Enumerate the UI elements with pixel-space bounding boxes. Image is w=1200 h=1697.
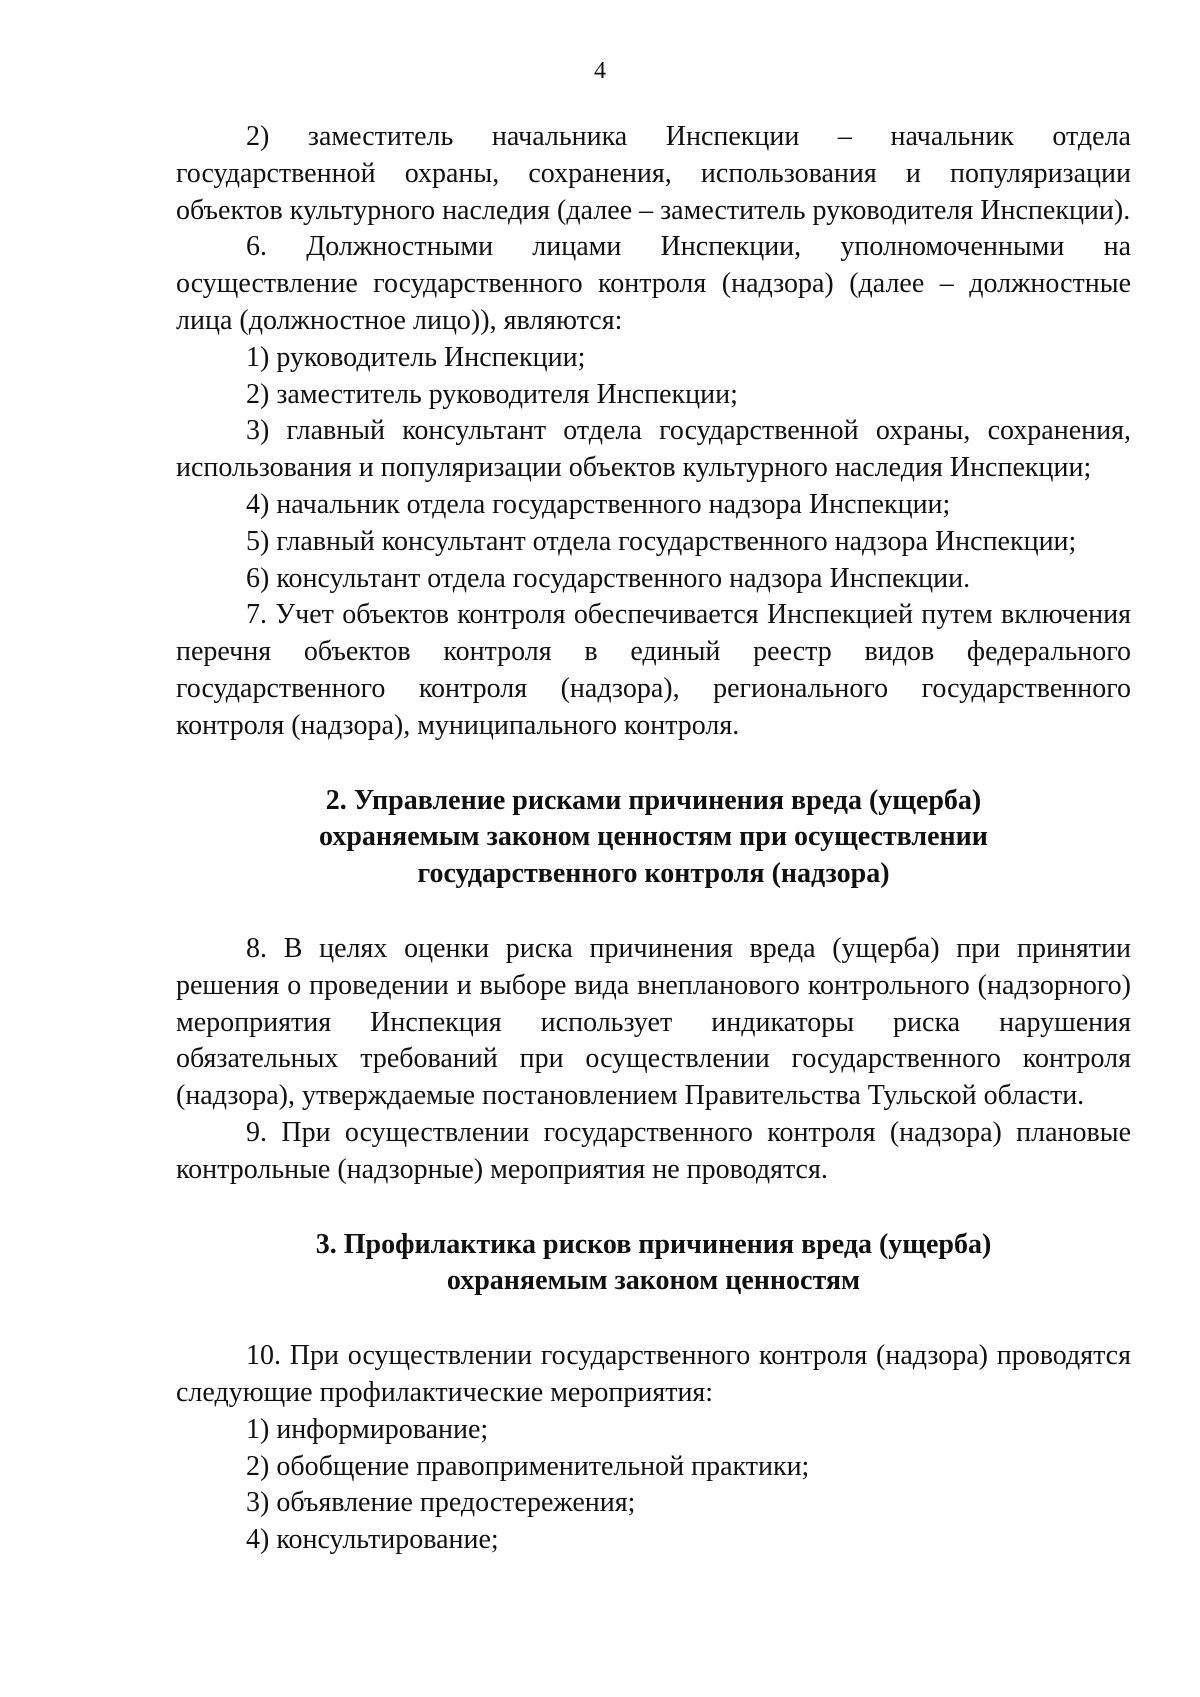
list-item: 5) главный консультант отдела государственного надзора Инспекции;	[246, 525, 1077, 557]
heading-line: 2. Управление рисками причинения вреда (ущерба)	[325, 784, 982, 816]
list-item: 1) информирование;	[246, 1413, 489, 1445]
list-item: 2) обобщение правоприменительной практики;	[246, 1450, 810, 1482]
list-item: 4) консультирование;	[246, 1524, 499, 1556]
list-item: 4) начальник отдела государственного надзора Инспекции;	[246, 488, 951, 520]
section-2-heading	[176, 783, 1131, 893]
paragraph-8-risk-indicators: 8. В целях оценки риска причинения вреда (ущерба) при принятии решения о проведении и выборе вида внепланового контрольного (надзорного) мероприятия Инспекция использует индикаторы риска нарушения обязательных требований при осуществлении государственного контроля (надзора), утверждаемые постановлением Правительства Тульской области.	[176, 932, 1131, 1112]
paragraph-7-registry: 7. Учет объектов контроля обеспечивается Инспекцией путем включения перечня объектов контроля в единый реестр видов федерального государственного контроля (надзора), регионального государственного контроля (надзора), муниципального контроля.	[176, 599, 1131, 741]
list-item: 6) консультант отдела государственного надзора Инспекции.	[246, 562, 971, 594]
heading-line: государственного контроля (надзора)	[417, 858, 890, 890]
list-item: 1) руководитель Инспекции;	[246, 341, 586, 373]
list-item: 3) главный консультант отдела государственной охраны, сохранения, использования и популяризации объектов культурного наследия Инспекции;	[176, 415, 1131, 484]
section-3-heading	[176, 1227, 1131, 1301]
paragraph-6-officials: 6. Должностными лицами Инспекции, уполномоченными на осуществление государственного контроля (надзора) (далее – должностные лица (должностное лицо)), являются:	[176, 231, 1131, 336]
list-item: 3) объявление предостережения;	[246, 1487, 636, 1519]
list-item: 2) заместитель руководителя Инспекции;	[246, 378, 738, 410]
heading-line: 3. Профилактика рисков причинения вреда (ущерба)	[315, 1228, 992, 1260]
heading-line: охраняемым законом ценностям	[446, 1265, 861, 1297]
paragraph-9-planned-events: 9. При осуществлении государственного контроля (надзора) плановые контрольные (надзорные) мероприятия не проводятся.	[176, 1116, 1131, 1185]
document-body	[176, 119, 1131, 1559]
heading-line: охраняемым законом ценностям при осуществлении	[319, 821, 988, 853]
paragraph-deputy-head: 2) заместитель начальника Инспекции – начальник отдела государственной охраны, сохранения, использования и популяризации объектов культурного наследия (далее – заместитель руководителя Инспекции).	[176, 121, 1131, 226]
paragraph-10-preventive-measures: 10. При осуществлении государственного контроля (надзора) проводятся следующие профилактические мероприятия:	[176, 1340, 1131, 1408]
page-number: 4	[594, 58, 606, 84]
